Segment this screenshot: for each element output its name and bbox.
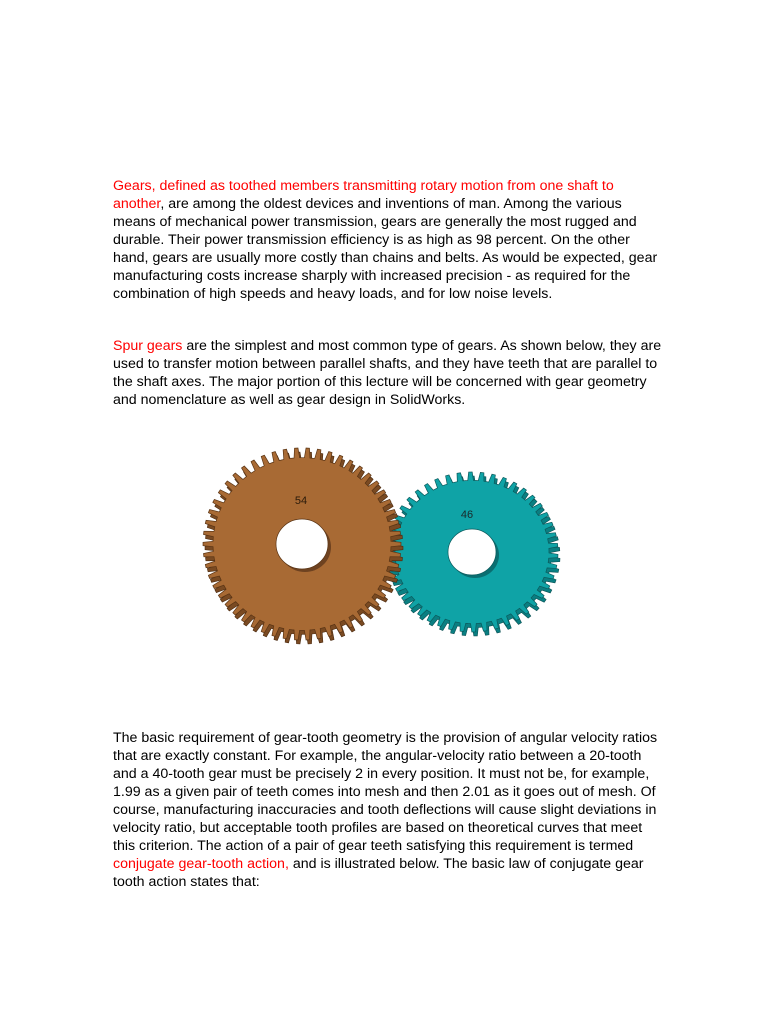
conjugate-action-paragraph-body: The basic requirement of gear-tooth geometry is the provision of angular velocity ratios that are exactly constant. For example, the angular-velocity ratio between a 20-tooth and a 40-tooth gear must be precisely 2 in every position. It must not be, for example, 1.99 as a given pair of teeth comes into mesh and then 2.01 as it goes out of mesh. Of course, manufacturing inaccuracies and tooth deflections will cause slight deviations in velocity ratio, but acceptable tooth profiles are based on theoretical curves that meet this criterion. The action of a pair of gear teeth satisfying this requirement is termed <box>113 730 658 854</box>
large-gear <box>203 448 403 644</box>
gears-definition-highlight: Gears, defined as toothed members transmitting rotary motion from one shaft to another <box>113 178 614 212</box>
spur-gears-paragraph <box>113 337 663 409</box>
intro-paragraph <box>113 177 663 303</box>
conjugate-action-paragraph-tail: and is illustrated below. The basic law of conjugate gear tooth action states that: <box>113 856 644 890</box>
spur-gears-highlight: Spur gears <box>113 338 183 354</box>
conjugate-action-paragraph <box>113 729 663 891</box>
spur-gears-figure <box>190 440 580 660</box>
large-gear-tooth-count: 54 <box>294 495 308 507</box>
conjugate-action-highlight: conjugate gear-tooth action, <box>113 856 289 872</box>
meshing-gears-illustration <box>190 440 580 660</box>
small-gear-tooth-count: 46 <box>460 509 474 521</box>
large-gear-bore <box>276 519 328 569</box>
intro-paragraph-body: , are among the oldest devices and inventions of man. Among the various means of mechanical power transmission, gears are generally the most rugged and durable. Their power transmission efficiency is as high as 98 percent. On the other hand, gears are usually more costly than chains and belts. As would be expected, gear manufacturing costs increase sharply with increased precision - as required for the combination of high speeds and heavy loads, and for low noise levels. <box>113 196 658 302</box>
spur-gears-paragraph-body: are the simplest and most common type of gears. As shown below, they are used to transfer motion between parallel shafts, and they have teeth that are parallel to the shaft axes. The major portion of this lecture will be concerned with gear geometry and nomenclature as well as gear design in SolidWorks. <box>113 338 662 408</box>
small-gear-bore <box>448 529 496 575</box>
small-gear <box>386 472 560 636</box>
